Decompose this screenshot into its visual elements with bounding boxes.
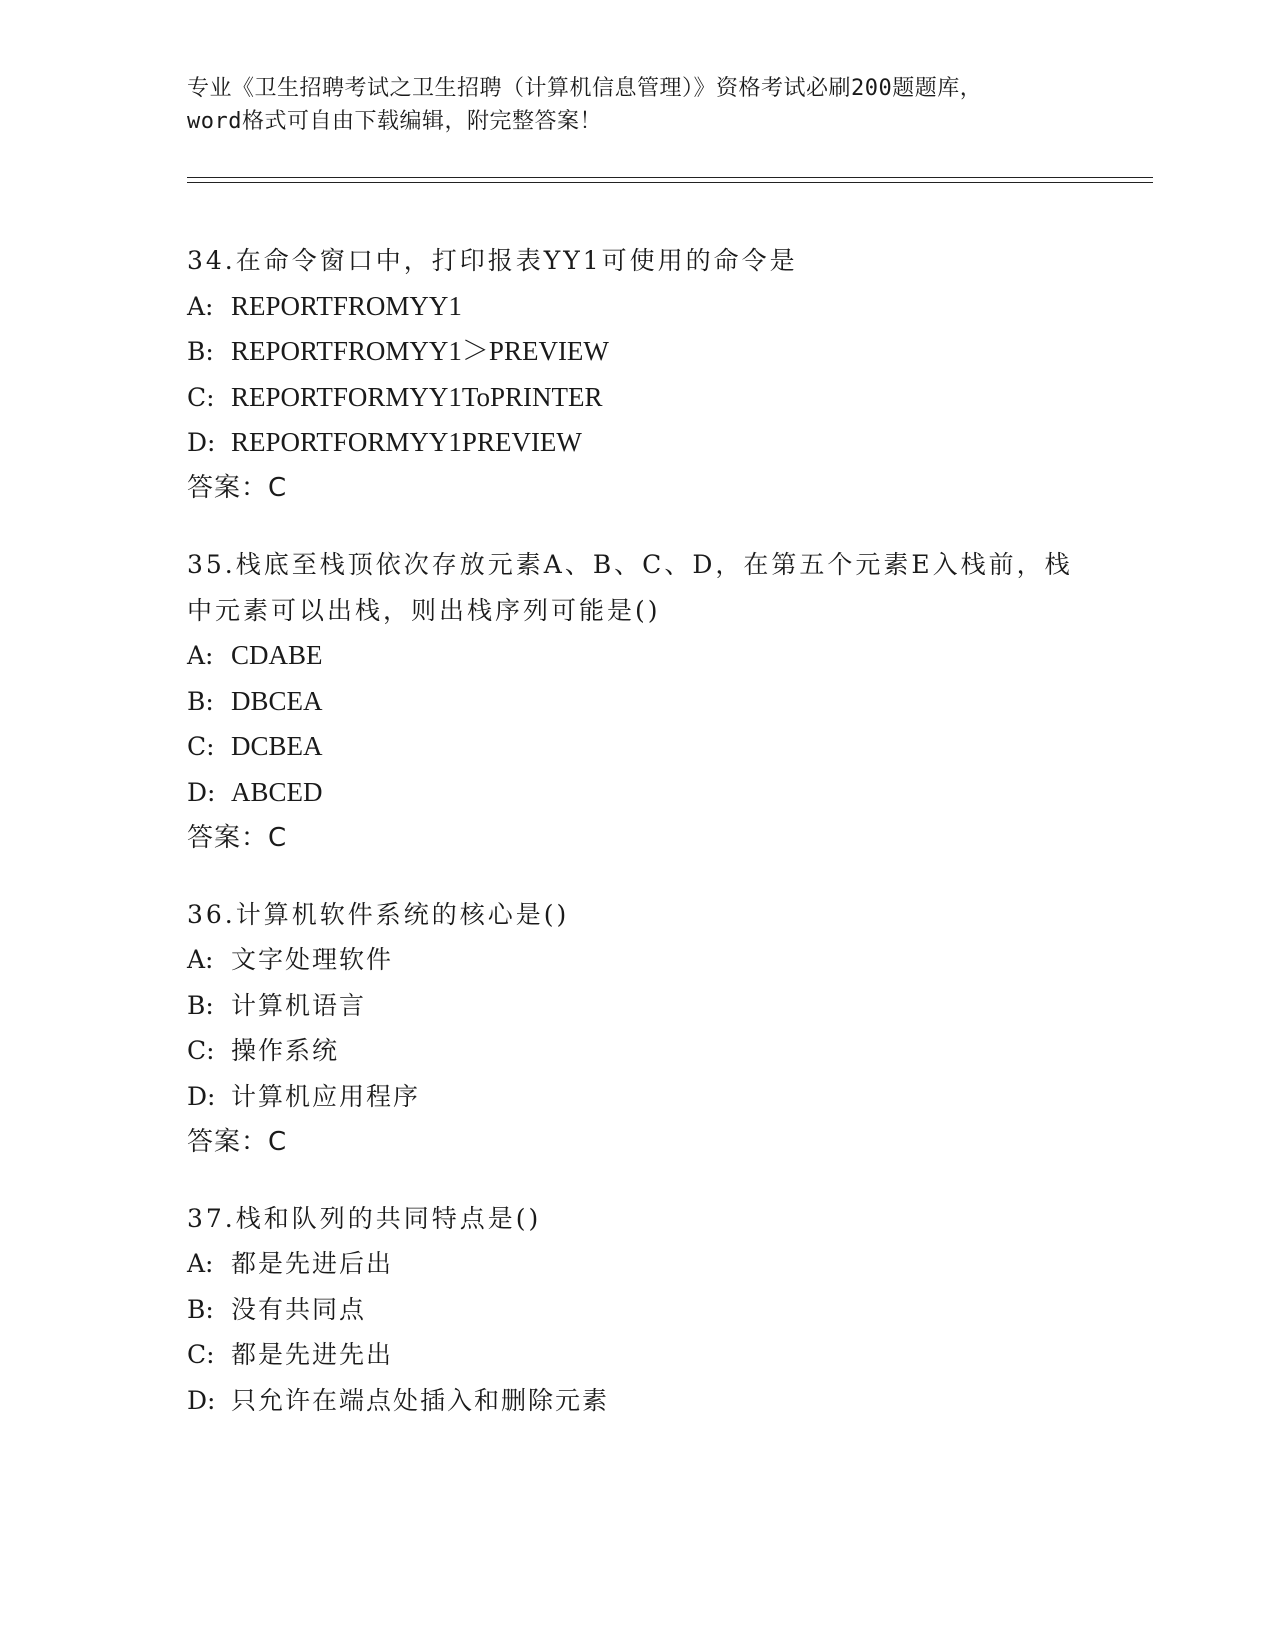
answer-key: 答案：C <box>187 822 288 853</box>
option-letter: B: <box>187 686 214 716</box>
answer-option <box>187 679 1087 725</box>
question-stem: 36.计算机软件系统的核心是() <box>187 899 570 929</box>
option-text: DBCEA <box>231 685 323 716</box>
answer-option <box>187 420 1087 466</box>
option-text: 计算机应用程序 <box>231 1081 421 1111</box>
answer-option <box>187 724 1087 770</box>
header-line-2: word格式可自由下载编辑，附完整答案！ <box>187 109 602 134</box>
question-block <box>187 892 1087 1165</box>
answer-option <box>187 1378 1087 1424</box>
option-letter: C: <box>187 732 215 762</box>
option-letter: A: <box>187 291 214 321</box>
answer-option <box>187 1241 1087 1287</box>
answer-option <box>187 1074 1087 1120</box>
header-line-1: 专业《卫生招聘考试之卫生招聘（计算机信息管理）》资格考试必刷200题题库， <box>187 76 983 101</box>
option-text: REPORTFORMYY1ToPRINTER <box>231 381 603 412</box>
question-block <box>187 542 1087 861</box>
option-text: ABCED <box>231 776 323 807</box>
option-letter: B: <box>187 990 214 1020</box>
answer-option <box>187 633 1087 679</box>
answer-option <box>187 329 1087 375</box>
answer-option <box>187 1332 1087 1378</box>
option-letter: D: <box>187 777 216 807</box>
option-letter: D: <box>187 1385 216 1415</box>
question-block <box>187 238 1087 511</box>
question-stem: 35.栈底至栈顶依次存放元素A、B、C、D，在第五个元素E入栈前，栈 <box>187 549 1073 579</box>
question-stem: 中元素可以出栈，则出栈序列可能是() <box>187 595 661 625</box>
question-stem: 34.在命令窗口中，打印报表YY1可使用的命令是 <box>187 246 798 275</box>
option-letter: D: <box>187 1081 216 1111</box>
answer-key: 答案：C <box>187 1126 288 1157</box>
option-letter: C: <box>187 1036 215 1066</box>
answer-option <box>187 1028 1087 1074</box>
option-text: 操作系统 <box>231 1036 340 1066</box>
option-letter: C: <box>187 382 215 412</box>
option-letter: B: <box>187 337 214 367</box>
answer-option <box>187 1287 1087 1333</box>
option-text: CDABE <box>231 640 323 671</box>
header-divider-bottom <box>187 182 1153 183</box>
question-block <box>187 1196 1087 1424</box>
option-text: REPORTFROMYY1 <box>231 290 462 321</box>
option-text: DCBEA <box>231 731 323 762</box>
option-text: 都是先进先出 <box>231 1340 394 1370</box>
option-letter: A: <box>187 945 214 975</box>
option-letter: D: <box>187 428 216 458</box>
answer-option <box>187 284 1087 330</box>
option-text: 没有共同点 <box>231 1294 367 1324</box>
answer-option <box>187 983 1087 1029</box>
option-letter: B: <box>187 1294 214 1324</box>
question-stem: 37.栈和队列的共同特点是() <box>187 1203 542 1233</box>
option-letter: A: <box>187 641 214 671</box>
header-divider-top <box>187 177 1153 178</box>
option-text: REPORTFROMYY1＞PREVIEW <box>231 336 609 367</box>
answer-key: 答案：C <box>187 472 288 503</box>
option-text: 都是先进后出 <box>231 1249 394 1279</box>
answer-option <box>187 937 1087 983</box>
answer-option <box>187 375 1087 421</box>
question-list <box>187 238 1087 1454</box>
option-letter: A: <box>187 1249 214 1279</box>
answer-option <box>187 770 1087 816</box>
option-text: 只允许在端点处插入和删除元素 <box>231 1385 610 1415</box>
option-text: 文字处理软件 <box>231 945 394 975</box>
option-text: 计算机语言 <box>231 990 367 1020</box>
document-header <box>187 72 1087 138</box>
option-text: REPORTFORMYY1PREVIEW <box>231 427 582 458</box>
option-letter: C: <box>187 1340 215 1370</box>
